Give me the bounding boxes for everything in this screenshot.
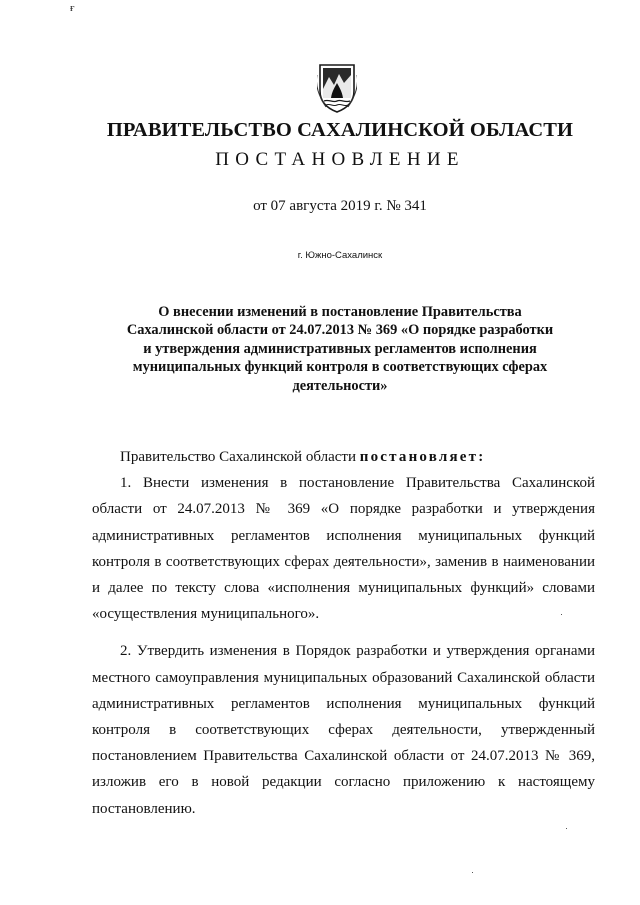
scan-speck bbox=[566, 828, 567, 829]
sakhalin-coat-of-arms-icon bbox=[317, 63, 357, 113]
scan-speck bbox=[561, 614, 562, 615]
body-item-1: 1. Внести изменения в постановление Правительства Сахалинской области от 24.07.2013 № 369 «О порядке разработки и утверждения административных регламентов исполнения муниципальных функций контроля в соответствующих сферах деятельности», заменив в наименовании и далее по тексту слова «исполнения муниципальных функций» словами «осуществления муниципального». bbox=[92, 475, 595, 623]
body-item-2: 2. Утвердить изменения в Порядок разработки и утверждения органами местного самоуправления муниципальных образований Сахалинской области административных регламентов исполнения муниципальных функций контроля в соответствующих сферах деятельности, утвержденный постановлением Правительства Сахалинской области от 24.07.2013 № 369, изложив его в новой редакции согласно приложению к настоящему постановлению. bbox=[92, 643, 595, 817]
scan-speck bbox=[472, 872, 473, 873]
document-subject: О внесении изменений в постановление Правительства Сахалинской области от 24.07.2013 № 369 «О порядке разработки и утверждения административных регламентов исполнения муниципальных функций контроля в соответствующих сферах деятельности» bbox=[126, 304, 554, 394]
organization-title: ПРАВИТЕЛЬСТВО САХАЛИНСКОЙ ОБЛАСТИ bbox=[106, 119, 574, 141]
document-type: ПОСТАНОВЛЕНИЕ bbox=[215, 149, 465, 170]
decree-verb: постановляет: bbox=[359, 449, 486, 465]
document-city: г. Южно-Сахалинск bbox=[297, 250, 383, 261]
preamble-text: Правительство Сахалинской области bbox=[120, 449, 356, 465]
document-body bbox=[92, 444, 595, 822]
corner-mark: ғ bbox=[70, 2, 75, 14]
document-date-number: от 07 августа 2019 г. № 341 bbox=[253, 198, 427, 214]
preamble-paragraph bbox=[92, 444, 595, 470]
